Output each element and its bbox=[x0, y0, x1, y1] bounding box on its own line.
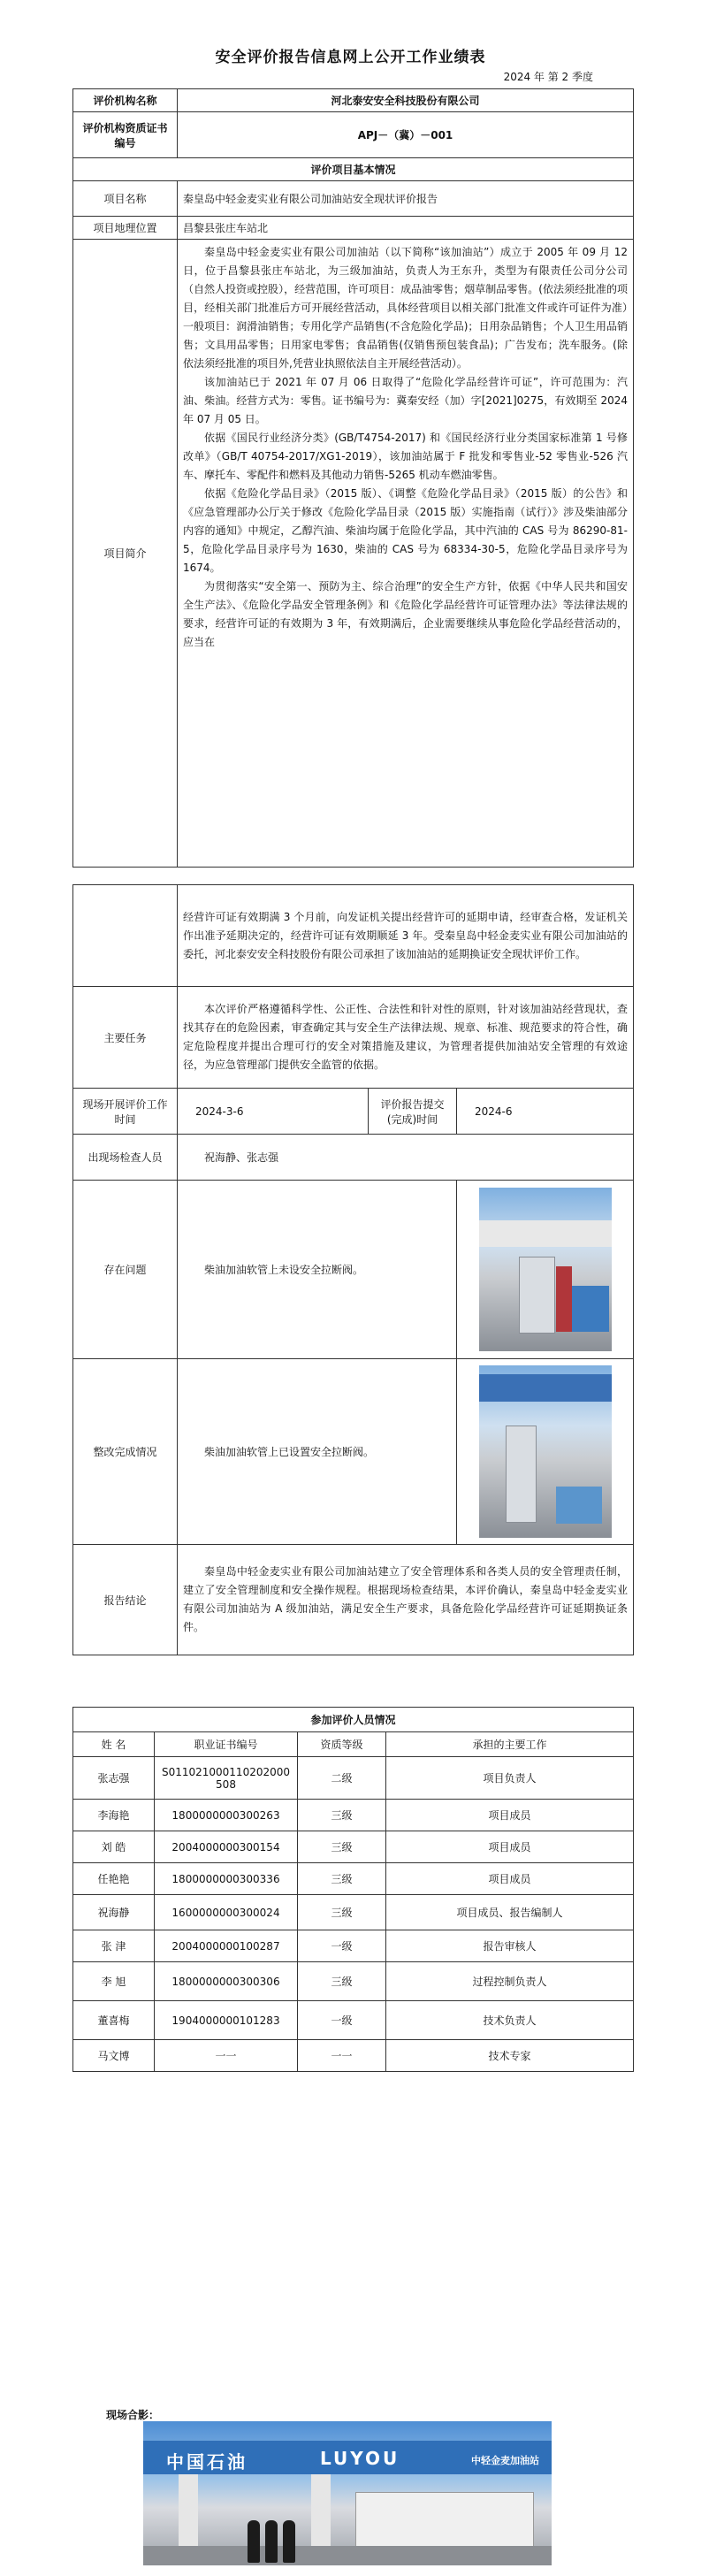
org-label: 评价机构名称 bbox=[73, 89, 178, 112]
photo-blue-barrels bbox=[572, 1286, 609, 1332]
task-value: 本次评价严格遵循科学性、公正性、合法性和针对性的原则，针对该加油站经营现状，查找其存在的危险因素，审查确定其与安全生产法律法规、规章、标准、规范要求的符合性，确定危险程度并提出合理可行的安全对策措施及建议，为管理者提供加油站安全管理的有效途径，为应急管理部门提供安全监管的依据。 bbox=[178, 987, 634, 1089]
staff-role: 项目成员 bbox=[386, 1863, 634, 1895]
staff-cert-number: 1800000000300306 bbox=[155, 1962, 298, 2001]
table-row bbox=[73, 2040, 634, 2072]
document-title: 安全评价报告信息网上公开工作业绩表 bbox=[215, 49, 486, 66]
intro-paragraph: 为贯彻落实“安全第一、预防为主、综合治理”的安全生产方针，依据《中华人民共和国安全生产法》、《危险化学品安全管理条例》和《危险化学品经营许可证管理办法》等法律法规的要求，经营许可证的有效期为 3 年，有效期满后，企业需要继续从事危险化学品经营活动的，应当在 bbox=[183, 580, 628, 648]
sign-small: 中轻金麦加油站 bbox=[471, 2455, 539, 2466]
task-label: 主要任务 bbox=[73, 987, 178, 1089]
sign-english: LUYOU bbox=[320, 2448, 400, 2469]
column-header: 承担的主要工作 bbox=[386, 1732, 634, 1757]
staff-cert-number: S011021000110202000508 bbox=[155, 1757, 298, 1800]
column-header: 姓 名 bbox=[73, 1732, 155, 1757]
photo-pump bbox=[506, 1426, 537, 1522]
photo-person bbox=[248, 2520, 260, 2563]
staff-name: 张志强 bbox=[73, 1757, 155, 1800]
location-value: 昌黎县张庄车站北 bbox=[178, 217, 634, 240]
staff-role: 报告审核人 bbox=[386, 1930, 634, 1962]
intro-label-continued bbox=[73, 885, 178, 987]
staff-name: 祝海静 bbox=[73, 1895, 155, 1930]
staff-cert-number: 2004000000100287 bbox=[155, 1930, 298, 1962]
intro-paragraph: 秦皇岛中轻金麦实业有限公司加油站（以下简称“该加油站”）成立于 2005 年 09 月 12 日，位于昌黎县张庄车站北，为三级加油站，负责人为王东升，类型为有限责任公司分公司（自然人投资或控股），经营范围，许可项目：成品油零售；烟草制品零售。(依法须经批准的项目，经相关部门批准后方可开展经营活动，具体经营项目以相关部门批准文件或许可证件为准）一般项目：润滑油销售；专用化学产品销售(不含危险化学品)；日用杂品销售；个人卫生用品销售；文具用品零售；日用家电零售；食品销售(仅销售预包装食品)；广告发布；洗车服务。(除依法须经批准的项目外,凭营业执照依法自主开展经营活动）。 bbox=[183, 246, 628, 370]
cert-value: APJ－（冀）－001 bbox=[178, 112, 634, 158]
photo-red-panel bbox=[556, 1266, 572, 1332]
table-row bbox=[73, 2001, 634, 2040]
photo-canopy bbox=[479, 1220, 612, 1247]
staff-role: 技术专家 bbox=[386, 2040, 634, 2072]
staff-table bbox=[72, 1707, 634, 2072]
conclusion-value: 秦皇岛中轻金麦实业有限公司加油站建立了安全管理体系和各类人员的安全管理责任制，建立了安全管理制度和安全操作规程。根据现场检查结果，本评价确认，秦皇岛中轻金麦实业有限公司加油站为 A 级加油站，满足安全生产要求，具备危险化学品经营许可证延期换证条件。 bbox=[178, 1545, 634, 1655]
staff-cert-number: 2004000000300154 bbox=[155, 1831, 298, 1863]
photo-store bbox=[355, 2492, 534, 2547]
photo-canopy-sign bbox=[143, 2441, 552, 2474]
photo-person bbox=[283, 2520, 295, 2563]
group-photo bbox=[143, 2421, 552, 2565]
column-header: 资质等级 bbox=[298, 1732, 386, 1757]
staff-cert-number: 1800000000300336 bbox=[155, 1863, 298, 1895]
staff-level: 一级 bbox=[298, 2001, 386, 2040]
staff-level: 一级 bbox=[298, 1930, 386, 1962]
staff-cert-number: 一一 bbox=[155, 2040, 298, 2072]
fix-photo bbox=[479, 1365, 612, 1538]
fix-value: 柴油加油软管上已设置安全拉断阀。 bbox=[178, 1359, 457, 1545]
staff-level: 三级 bbox=[298, 1962, 386, 2001]
staff-role: 过程控制负责人 bbox=[386, 1962, 634, 2001]
intro-label: 项目简介 bbox=[73, 240, 178, 868]
table-row bbox=[73, 1930, 634, 1962]
column-header: 职业证书编号 bbox=[155, 1732, 298, 1757]
staff-role: 项目成员 bbox=[386, 1831, 634, 1863]
table-row bbox=[73, 1757, 634, 1800]
staff-role: 项目成员 bbox=[386, 1800, 634, 1831]
submit-time-value: 2024-6 bbox=[457, 1089, 634, 1135]
table-row bbox=[73, 1895, 634, 1930]
staff-name: 董喜梅 bbox=[73, 2001, 155, 2040]
staff-name: 任艳艳 bbox=[73, 1863, 155, 1895]
fix-label: 整改完成情况 bbox=[73, 1359, 178, 1545]
intro-paragraph: 依据《危险化学品目录》（2015 版）、《调整《危险化学品目录》（2015 版）的公告》和《应急管理部办公厅关于修改《危险化学品目录（2015 版）实施指南（试行）》涉及柴油部分内容的通知》中规定，乙醇汽油、柴油均属于危险化学品，其中汽油的 CAS 号为 86290-81-5，危险化学品目录序号为 1630，柴油的 CAS 号为 68334-30-5，危险化学品目录序号为 1674。 bbox=[183, 487, 628, 574]
intro-paragraph: 该加油站已于 2021 年 07 月 06 日取得了“危险化学品经营许可证”，许可范围为：汽油、柴油。经营方式为：零售。证书编号为：冀秦安经（加）字[2021]0275，有效期至 2024 年 07 月 05 日。 bbox=[183, 376, 628, 425]
staff-role: 技术负责人 bbox=[386, 2001, 634, 2040]
staff-name: 张 津 bbox=[73, 1930, 155, 1962]
problem-value: 柴油加油软管上未设安全拉断阀。 bbox=[178, 1181, 457, 1359]
cert-label: 评价机构资质证书编号 bbox=[73, 112, 178, 158]
staff-level: 三级 bbox=[298, 1831, 386, 1863]
staff-header: 参加评价人员情况 bbox=[73, 1708, 634, 1732]
info-table bbox=[72, 88, 634, 868]
submit-time-label: 评价报告提交(完成)时间 bbox=[369, 1089, 457, 1135]
photo-ground bbox=[143, 2546, 552, 2565]
problem-label: 存在问题 bbox=[73, 1181, 178, 1359]
staff-name: 李 旭 bbox=[73, 1962, 155, 2001]
staff-name: 马文博 bbox=[73, 2040, 155, 2072]
sign-chinese: 中国石油 bbox=[166, 2451, 248, 2473]
staff-columns bbox=[73, 1732, 634, 1757]
inspectors-label: 出现场检查人员 bbox=[73, 1135, 178, 1181]
table-row bbox=[73, 1831, 634, 1863]
problem-photo-cell bbox=[457, 1181, 634, 1359]
project-name-label: 项目名称 bbox=[73, 181, 178, 217]
section-header: 评价项目基本情况 bbox=[73, 158, 634, 181]
intro-continued: 经营许可证有效期满 3 个月前，向发证机关提出经营许可的延期申请，经审查合格，发证机关作出准予延期决定的，经营许可证有效期顺延 3 年。受秦皇岛中轻金麦实业有限公司加油站的委托，河北泰安安全科技股份有限公司承担了该加油站的延期换证安全现状评价工作。 bbox=[178, 885, 634, 987]
info-table-continued bbox=[72, 884, 634, 1655]
survey-time-value: 2024-3-6 bbox=[178, 1089, 369, 1135]
project-name-value: 秦皇岛中轻金麦实业有限公司加油站安全现状评价报告 bbox=[178, 181, 634, 217]
location-label: 项目地理位置 bbox=[73, 217, 178, 240]
staff-level: 三级 bbox=[298, 1863, 386, 1895]
table-row bbox=[73, 1800, 634, 1831]
photo-blue-barrels bbox=[556, 1487, 603, 1525]
staff-cert-number: 1800000000300263 bbox=[155, 1800, 298, 1831]
staff-name: 李海艳 bbox=[73, 1800, 155, 1831]
staff-cert-number: 1904000000101283 bbox=[155, 2001, 298, 2040]
inspectors-value: 祝海静、张志强 bbox=[178, 1135, 634, 1181]
problem-photo bbox=[479, 1188, 612, 1351]
photo-pump bbox=[519, 1257, 555, 1334]
photo-person bbox=[265, 2520, 278, 2563]
table-row bbox=[73, 1863, 634, 1895]
staff-level: 二级 bbox=[298, 1757, 386, 1800]
staff-level: 三级 bbox=[298, 1800, 386, 1831]
intro-paragraph: 依据《国民行业经济分类》(GB/T4754-2017) 和《国民经济行业分类国家标准第 1 号修改单》（GB/T 40754-2017/XG1-2019），该加油站属于 F 批发和零售业-52 零售业-526 汽车、摩托车、零配件和燃料及其他动力销售-5265 机动车燃油零售。 bbox=[183, 432, 628, 481]
org-value: 河北泰安安全科技股份有限公司 bbox=[178, 89, 634, 112]
photo-canopy bbox=[479, 1374, 612, 1402]
staff-level: 三级 bbox=[298, 1895, 386, 1930]
staff-role: 项目负责人 bbox=[386, 1757, 634, 1800]
staff-role: 项目成员、报告编制人 bbox=[386, 1895, 634, 1930]
intro-text bbox=[178, 240, 634, 868]
survey-time-label: 现场开展评价工作时间 bbox=[73, 1089, 178, 1135]
staff-rows bbox=[73, 1757, 634, 2072]
table-row bbox=[73, 1962, 634, 2001]
staff-level: 一一 bbox=[298, 2040, 386, 2072]
staff-cert-number: 1600000000300024 bbox=[155, 1895, 298, 1930]
fix-photo-cell bbox=[457, 1359, 634, 1545]
staff-name: 刘 皓 bbox=[73, 1831, 155, 1863]
conclusion-label: 报告结论 bbox=[73, 1545, 178, 1655]
report-period: 2024 年 第 2 季度 bbox=[503, 71, 593, 83]
photo-caption: 现场合影： bbox=[106, 2409, 160, 2421]
